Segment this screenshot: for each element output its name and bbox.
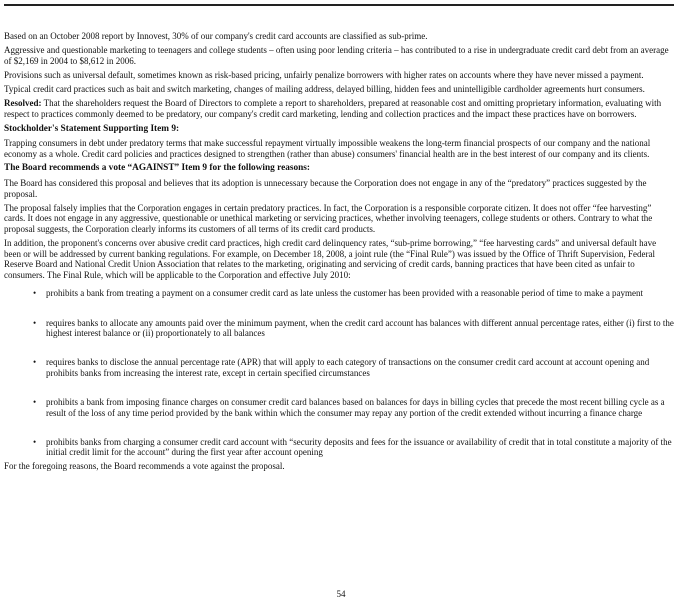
list-item-text: requires banks to disclose the annual percentage rate (APR) that will apply to each category of transactions on the consumer credit card account at account opening and prohibits banks from increasing the interest rate, except in certain specified circumstances — [46, 357, 650, 378]
statement-text: Trapping consumers in debt under predatory terms that make successful repayment virtually impossible weakens the long-term financial prospects of our company and the national economy as a whole. Credit card policies and practices designed to strengthen (rather than abuse) consumers' financial health are in the best interest of our company and its clients. — [4, 138, 651, 159]
board-heading: The Board recommends a vote “AGAINST” Item 9 for the following reasons: — [4, 163, 311, 174]
page-number: 54 — [336, 589, 346, 599]
resolved-text: That the shareholders request the Board of Directors to complete a report to shareholders, prepared at reasonable cost and omitting proprietary information, evaluating with respect to practices commonly deemed to be predatory, our company's credit card marketing, lending and collection practices and the impact these practices have on borrowers. — [4, 98, 662, 119]
top-rule — [4, 4, 674, 6]
paragraph-innovest: Based on an October 2008 report by Innovest, 30% of our company's credit card accounts are classified as sub-prime. — [4, 31, 428, 41]
list-item — [4, 357, 674, 378]
document-body — [4, 31, 674, 475]
list-item — [4, 288, 674, 299]
list-item-text: prohibits a bank from treating a payment on a consumer credit card as late unless the customer has been provided with a reasonable period of time to make a payment — [46, 288, 644, 299]
statement-heading: Stockholder's Statement Supporting Item 9: — [4, 123, 180, 134]
paragraph-resolved — [4, 98, 674, 119]
paragraph-universal-default: Provisions such as universal default, sometimes known as risk-based pricing, unfairly penalize borrowers with higher rates on accounts where they have never missed a payment. — [4, 69, 644, 80]
list-item-text: requires banks to allocate any amounts paid over the minimum payment, when the credit card account has balances with different annual percentage rates, either (i) first to the highest interest balance or (ii) proportionately to all balances — [46, 317, 674, 339]
bullet-symbol: • — [33, 288, 37, 299]
closing-paragraph: For the foregoing reasons, the Board recommends a vote against the proposal. — [4, 460, 285, 471]
list-item-text: prohibits a bank from imposing finance charges on consumer credit card balances based on balances for days in billing cycles that precede the most recent billing cycle as a result of the loss of any time period provided by the bank within which the consumer may repay any portion of the credit extended without incurring a finance charge — [46, 396, 665, 418]
resolved-label: Resolved: — [4, 98, 42, 109]
bullet-symbol: • — [33, 357, 37, 368]
board-paragraph-in-addition: In addition, the proponent's concerns over abusive credit card practices, high credit card delinquency rates, “sub-prime borrowing,” “fee harvesting cards” and universal default have been or will be addressed by current banking regulations. For example, on December 18, 2008, a joint rule (the “Final Rule”) was issued by the Office of Thrift Supervision, Federal Reserve Board and National Credit Union Association that relates to the marketing, originating and servicing of credit cards, banning practices that have been cited as unfair to consumers. The Final Rule, which will be applicable to the Corporation and effective July 2010: — [4, 238, 657, 280]
bullet-symbol: • — [33, 436, 37, 447]
bullet-symbol: • — [33, 396, 37, 407]
paragraph-typical-practices: Typical credit card practices such as bait and switch marketing, changes of mailing address, delayed billing, hidden fees and unintelligible cardholder agreements hurt consumers. — [4, 84, 645, 95]
board-paragraph-considered: The Board has considered this proposal and believes that its adoption is unnecessary because the Corporation does not engage in any of the “predatory” practices suggested by the proposal. — [4, 177, 647, 199]
list-item — [4, 397, 674, 418]
final-rule-list — [4, 288, 674, 457]
list-item — [4, 437, 674, 458]
list-item-text: prohibits banks from charging a consumer credit card account with “security deposits and fees for the issuance or availability of credit that in total constitute a majority of the initial credit limit for the account” during the first year after account opening — [46, 436, 672, 458]
board-paragraph-falsely-implies: The proposal falsely implies that the Corporation engages in certain predatory practices. In fact, the Corporation is a responsible corporate citizen. It does not offer “fee harvesting” cards. It does not engage in any aggressive, questionable or unethical marketing or servicing practices, whether involving teenagers, college students or others. Contrary to what the proposal suggests, the Corporation clearly informs its customers of all terms of its credit card products. — [4, 202, 653, 234]
paragraph-marketing: Aggressive and questionable marketing to teenagers and college students – often using poor lending criteria – has contributed to a rise in undergraduate credit card debt from an average of $2,169 in 2004 to $8,612 in 2006. — [4, 45, 669, 66]
list-item — [4, 318, 674, 339]
bullet-symbol: • — [33, 317, 37, 328]
